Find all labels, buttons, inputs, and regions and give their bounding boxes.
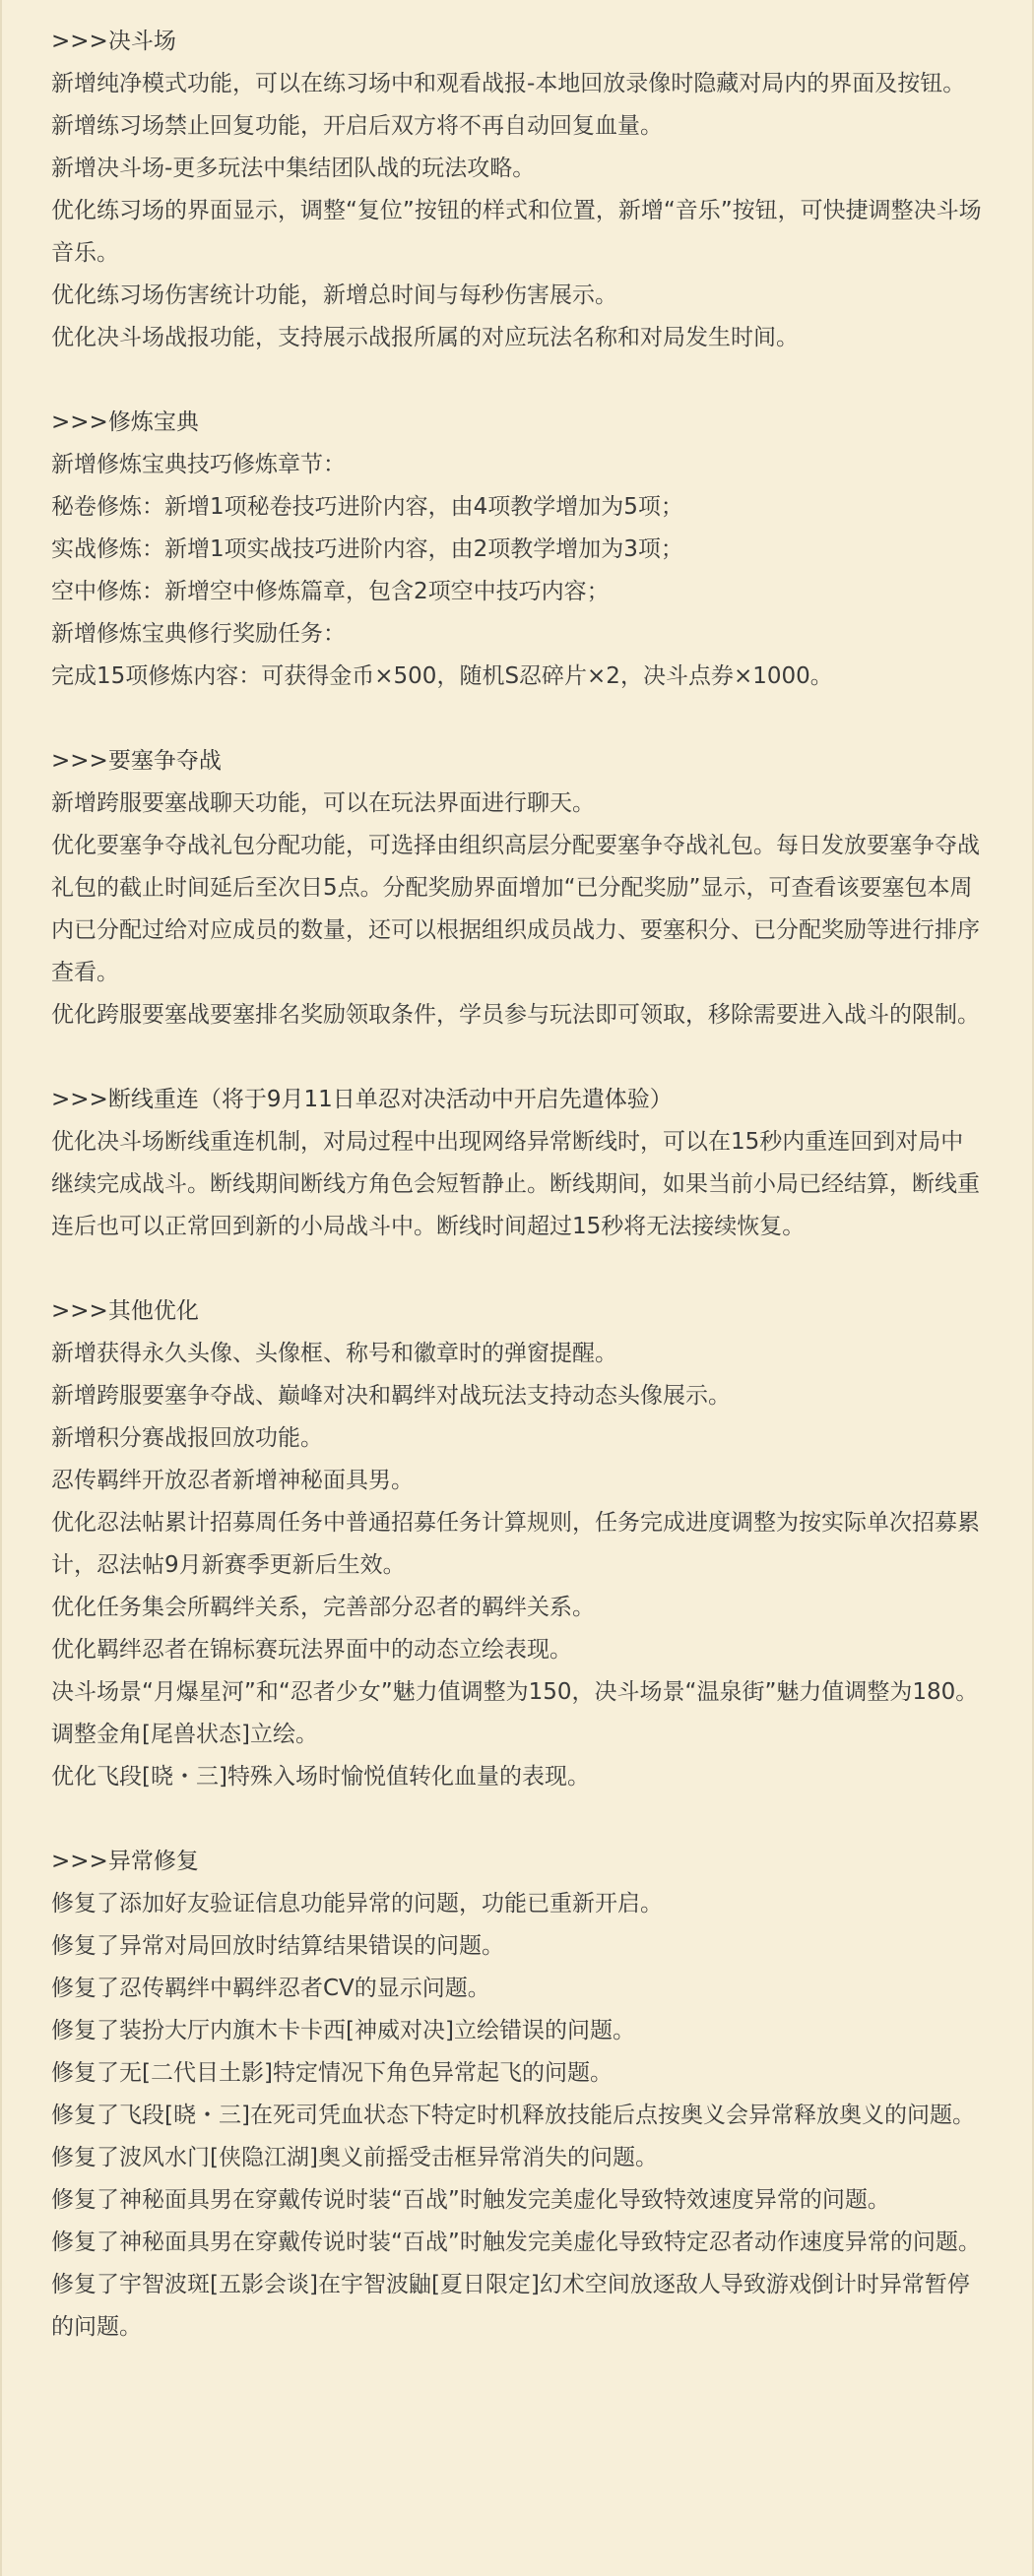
note-line: 新增跨服要塞争夺战、巅峰对决和羁绊对战玩法支持动态头像展示。 [51, 1383, 731, 1409]
note-line: 优化练习场的界面显示，调整“复位”按钮的样式和位置，新增“音乐”按钮，可快捷调整决斗场音乐。 [51, 198, 982, 266]
note-line: 空中修炼：新增空中修炼篇章，包含2项空中技巧内容； [51, 579, 610, 604]
note-line: 新增获得永久头像、头像框、称号和徽章时的弹窗提醒。 [51, 1341, 617, 1366]
section-title: >>>断线重连（将于9月11日单忍对决活动中开启先遣体验） [51, 1087, 673, 1112]
note-line: 新增修炼宝典修行奖励任务： [51, 621, 346, 647]
section-title: >>>其他优化 [51, 1298, 199, 1324]
note-line: 优化跨服要塞战要塞排名奖励领取条件，学员参与玩法即可领取，移除需要进入战斗的限制。 [51, 1002, 980, 1028]
note-line: 修复了忍传羁绊中羁绊忍者CV的显示问题。 [51, 1976, 490, 2001]
note-line: 优化要塞争夺战礼包分配功能，可选择由组织高层分配要塞争夺战礼包。每日发放要塞争夺战礼包的截止时间延后至次日5点。分配奖励界面增加“已分配奖励”显示，可查看该要塞包本周内已分配过给对应成员的数量，还可以根据组织成员战力、要塞积分、已分配奖励等进行排序查看。 [51, 833, 980, 985]
note-line: 修复了装扮大厅内旗木卡卡西[神威对决]立绘错误的问题。 [51, 2018, 635, 2043]
note-line: 新增跨服要塞战聊天功能，可以在玩法界面进行聊天。 [51, 790, 595, 816]
note-line: 优化羁绊忍者在锦标赛玩法界面中的动态立绘表现。 [51, 1637, 572, 1663]
note-line: 新增决斗场-更多玩法中集结团队战的玩法攻略。 [51, 156, 536, 181]
note-line: 调整金角[尾兽状态]立绘。 [51, 1722, 318, 1747]
section-title: >>>异常修复 [51, 1849, 199, 1874]
note-line: 新增积分赛战报回放功能。 [51, 1425, 323, 1451]
note-line: 修复了神秘面具男在穿戴传说时装“百战”时触发完美虚化导致特定忍者动作速度异常的问题。 [51, 2230, 981, 2255]
section [51, 402, 985, 698]
note-line: 修复了飞段[晓・三]在死司凭血状态下特定时机释放技能后点按奥义会异常释放奥义的问题。 [51, 2103, 975, 2128]
section-title: >>>修炼宝典 [51, 409, 199, 435]
note-line: 修复了波风水门[侠隐江湖]奥义前摇受击框异常消失的问题。 [51, 2145, 658, 2170]
note-line: 新增修炼宝典技巧修炼章节： [51, 452, 346, 477]
note-line: 优化飞段[晓・三]特殊入场时愉悦值转化血量的表现。 [51, 1764, 590, 1790]
note-line: 完成15项修炼内容：可获得金币×500，随机S忍碎片×2，决斗点券×1000。 [51, 663, 833, 689]
note-line: 修复了异常对局回放时结算结果错误的问题。 [51, 1933, 504, 1959]
note-line: 优化决斗场战报功能，支持展示战报所属的对应玩法名称和对局发生时间。 [51, 325, 799, 350]
note-line: 实战修炼：新增1项实战技巧进阶内容，由2项教学增加为3项； [51, 536, 683, 562]
section [51, 1290, 985, 1798]
section [51, 1841, 985, 2349]
section [51, 1079, 985, 1248]
note-line: 优化练习场伤害统计功能，新增总时间与每秒伤害展示。 [51, 283, 617, 308]
note-line: 秘卷修炼：新增1项秘卷技巧进阶内容，由4项教学增加为5项； [51, 494, 683, 520]
note-line: 修复了神秘面具男在穿戴传说时装“百战”时触发完美虚化导致特效速度异常的问题。 [51, 2187, 890, 2213]
note-line: 忍传羁绊开放忍者新增神秘面具男。 [51, 1468, 414, 1493]
note-line: 优化任务集会所羁绊关系，完善部分忍者的羁绊关系。 [51, 1595, 595, 1620]
section-title: >>>要塞争夺战 [51, 748, 222, 774]
section [51, 740, 985, 1037]
note-line: 决斗场景“月爆星河”和“忍者少女”魅力值调整为150，决斗场景“温泉街”魅力值调整为180。 [51, 1679, 979, 1705]
note-line: 修复了无[二代目土影]特定情况下角色异常起飞的问题。 [51, 2060, 613, 2086]
note-line: 新增纯净模式功能，可以在练习场中和观看战报-本地回放录像时隐藏对局内的界面及按钮。 [51, 71, 966, 96]
note-line: 优化忍法帖累计招募周任务中普通招募任务计算规则，任务完成进度调整为按实际单次招募累计，忍法帖9月新赛季更新后生效。 [51, 1510, 980, 1578]
note-line: 修复了宇智波斑[五影会谈]在宇智波鼬[夏日限定]幻术空间放逐敌人导致游戏倒计时异常暂停的问题。 [51, 2272, 970, 2340]
section-title: >>>决斗场 [51, 29, 176, 54]
note-line: 修复了添加好友验证信息功能异常的问题，功能已重新开启。 [51, 1891, 663, 1916]
note-line: 新增练习场禁止回复功能，开启后双方将不再自动回复血量。 [51, 113, 663, 139]
section [51, 21, 985, 359]
note-line: 优化决斗场断线重连机制，对局过程中出现网络异常断线时，可以在15秒内重连回到对局中继续完成战斗。断线期间断线方角色会短暂静止。断线期间，如果当前小局已经结算，断线重连后也可以正常回到新的小局战斗中。断线时间超过15秒将无法接续恢复。 [51, 1129, 980, 1239]
